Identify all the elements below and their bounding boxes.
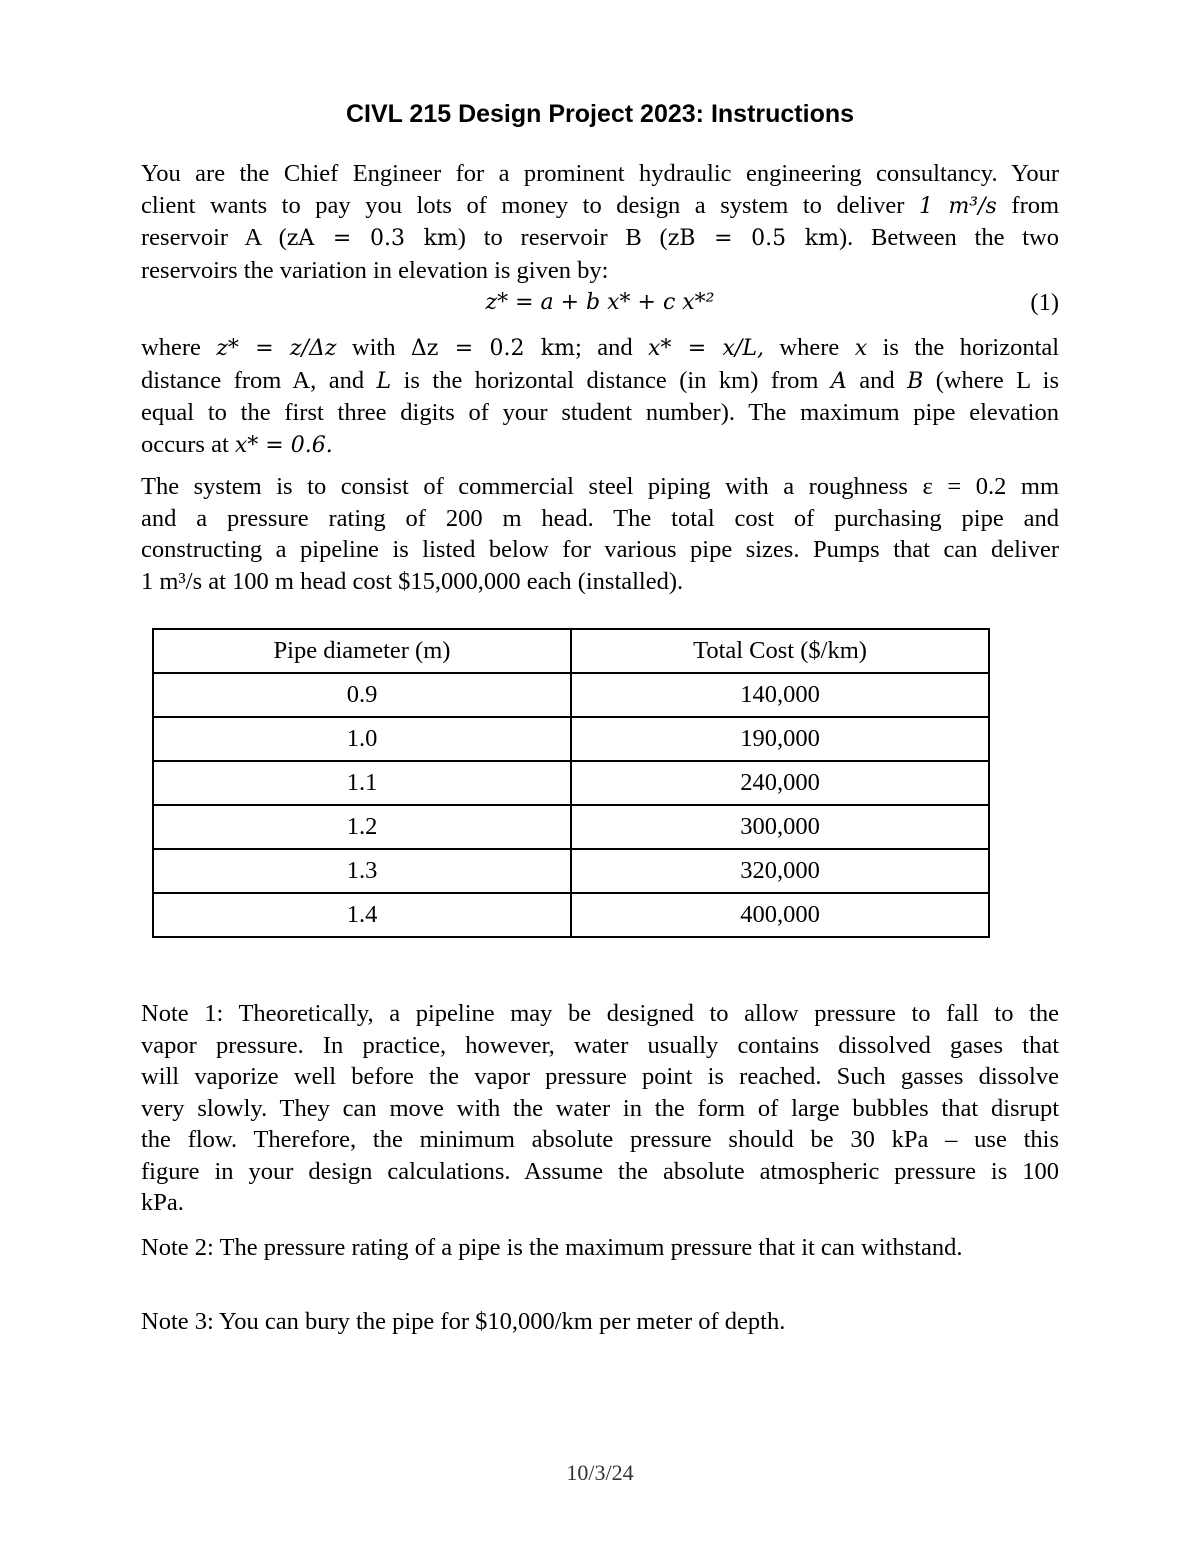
definition-text: ; and	[574, 334, 633, 361]
intro-line: You are the Chief Engineer for a prominent hydraulic engineering consultancy. Your	[141, 160, 1059, 187]
reservoir-b-elevation: zB = 0.5 km	[667, 226, 839, 251]
column-header-diameter: Pipe diameter (m)	[153, 629, 571, 673]
definition-text: is the horizontal distance (in km) from	[403, 366, 819, 394]
definition-text: distance from A, and	[141, 366, 365, 394]
x-star-definition: x* = x/L,	[648, 336, 764, 361]
definition-text: and	[859, 366, 895, 394]
diameter-cell: 1.3	[153, 849, 571, 893]
diameter-cell: 1.4	[153, 893, 571, 937]
definition-text: is the horizontal	[882, 334, 1060, 361]
table-row	[153, 849, 989, 893]
cost-cell: 400,000	[571, 893, 989, 937]
intro-text: from	[1011, 191, 1060, 219]
equation-row	[141, 286, 1059, 320]
note-1	[141, 998, 1059, 1219]
cost-cell: 190,000	[571, 717, 989, 761]
column-header-cost: Total Cost ($/km)	[571, 629, 989, 673]
x-variable: x	[854, 336, 868, 361]
table-row	[153, 717, 989, 761]
cost-cell: 300,000	[571, 805, 989, 849]
equation-number: (1)	[1030, 289, 1059, 316]
intro-text: reservoir A (	[141, 224, 287, 251]
pipe-cost-table	[152, 628, 990, 938]
note-line: Note 1: Theoretically, a pipeline may be designed to allow pressure to fall to the	[141, 1000, 1059, 1027]
definition-text: (where L is	[935, 366, 1060, 394]
system-line: and a pressure rating of 200 m head. The total cost of purchasing pipe and	[141, 504, 1059, 532]
note-line: will vaporize well before the vapor pressure point is reached. Such gasses dissolve	[141, 1063, 1059, 1090]
table-header-row	[153, 629, 989, 673]
z-star-definition: z* = z/Δz	[216, 336, 337, 361]
l-variable: L	[376, 368, 392, 394]
note-line: kPa.	[141, 1189, 184, 1216]
table-row	[153, 893, 989, 937]
system-line: constructing a pipeline is listed below for various pipe sizes. Pumps that can deliver	[141, 536, 1059, 563]
definition-line	[141, 332, 1059, 365]
diameter-cell: 0.9	[153, 673, 571, 717]
intro-text: client wants to pay you lots of money to design a system to deliver	[141, 191, 905, 219]
note-line: Note 2: The pressure rating of a pipe is the maximum pressure that it can withstand.	[141, 1234, 963, 1261]
table-row	[153, 673, 989, 717]
definition-text: where	[141, 334, 201, 361]
intro-line: reservoirs the variation in elevation is given by:	[141, 256, 609, 284]
table-row	[153, 761, 989, 805]
reservoir-a-elevation: zA = 0.3 km	[286, 226, 458, 251]
definition-paragraph	[141, 332, 1059, 461]
intro-text: ) to reservoir B (	[457, 224, 668, 251]
intro-line	[141, 222, 1059, 255]
a-variable: A	[830, 368, 847, 394]
diameter-cell: 1.1	[153, 761, 571, 805]
flow-rate-value: 1 m³/s	[919, 193, 997, 219]
definition-line	[141, 365, 1059, 398]
note-line: figure in your design calculations. Assume the absolute atmospheric pressure is 100	[141, 1157, 1059, 1185]
max-elevation-location: x* = 0.6.	[234, 432, 333, 458]
definition-line: equal to the first three digits of your student number). The maximum pipe elevation	[141, 399, 1059, 426]
cost-cell: 140,000	[571, 673, 989, 717]
system-line: The system is to consist of commercial steel piping with a roughness ε = 0.2 mm	[141, 473, 1059, 500]
intro-paragraph	[141, 158, 1059, 286]
table-row	[153, 805, 989, 849]
cost-cell: 240,000	[571, 761, 989, 805]
intro-text: ). Between the two	[839, 224, 1060, 251]
intro-line	[141, 190, 1059, 223]
definition-line	[141, 429, 1059, 462]
note-2	[141, 1232, 1059, 1264]
note-line: the flow. Therefore, the minimum absolute pressure should be 30 kPa – use this	[141, 1126, 1059, 1153]
cost-cell: 320,000	[571, 849, 989, 893]
diameter-cell: 1.0	[153, 717, 571, 761]
note-3	[141, 1306, 1059, 1338]
document-title: CIVL 215 Design Project 2023: Instructions	[345, 100, 855, 128]
definition-text: where	[779, 334, 840, 361]
definition-text: with	[351, 334, 396, 361]
system-line: 1 m³/s at 100 m head cost $15,000,000 each (installed).	[141, 567, 684, 595]
elevation-equation: z* = a + b x* + c x*²	[485, 290, 715, 315]
b-variable: B	[907, 368, 924, 394]
delta-z-value: Δz = 0.2 km	[410, 336, 575, 361]
diameter-cell: 1.2	[153, 805, 571, 849]
note-line: vapor pressure. In practice, however, water usually contains dissolved gases that	[141, 1031, 1059, 1059]
note-line: very slowly. They can move with the water in the form of large bubbles that disrupt	[141, 1094, 1059, 1122]
note-line: Note 3: You can bury the pipe for $10,000/km per meter of depth.	[141, 1308, 786, 1335]
page-footer-date: 10/3/24	[566, 1460, 634, 1485]
definition-text: occurs at	[141, 430, 229, 458]
system-paragraph	[141, 471, 1059, 597]
